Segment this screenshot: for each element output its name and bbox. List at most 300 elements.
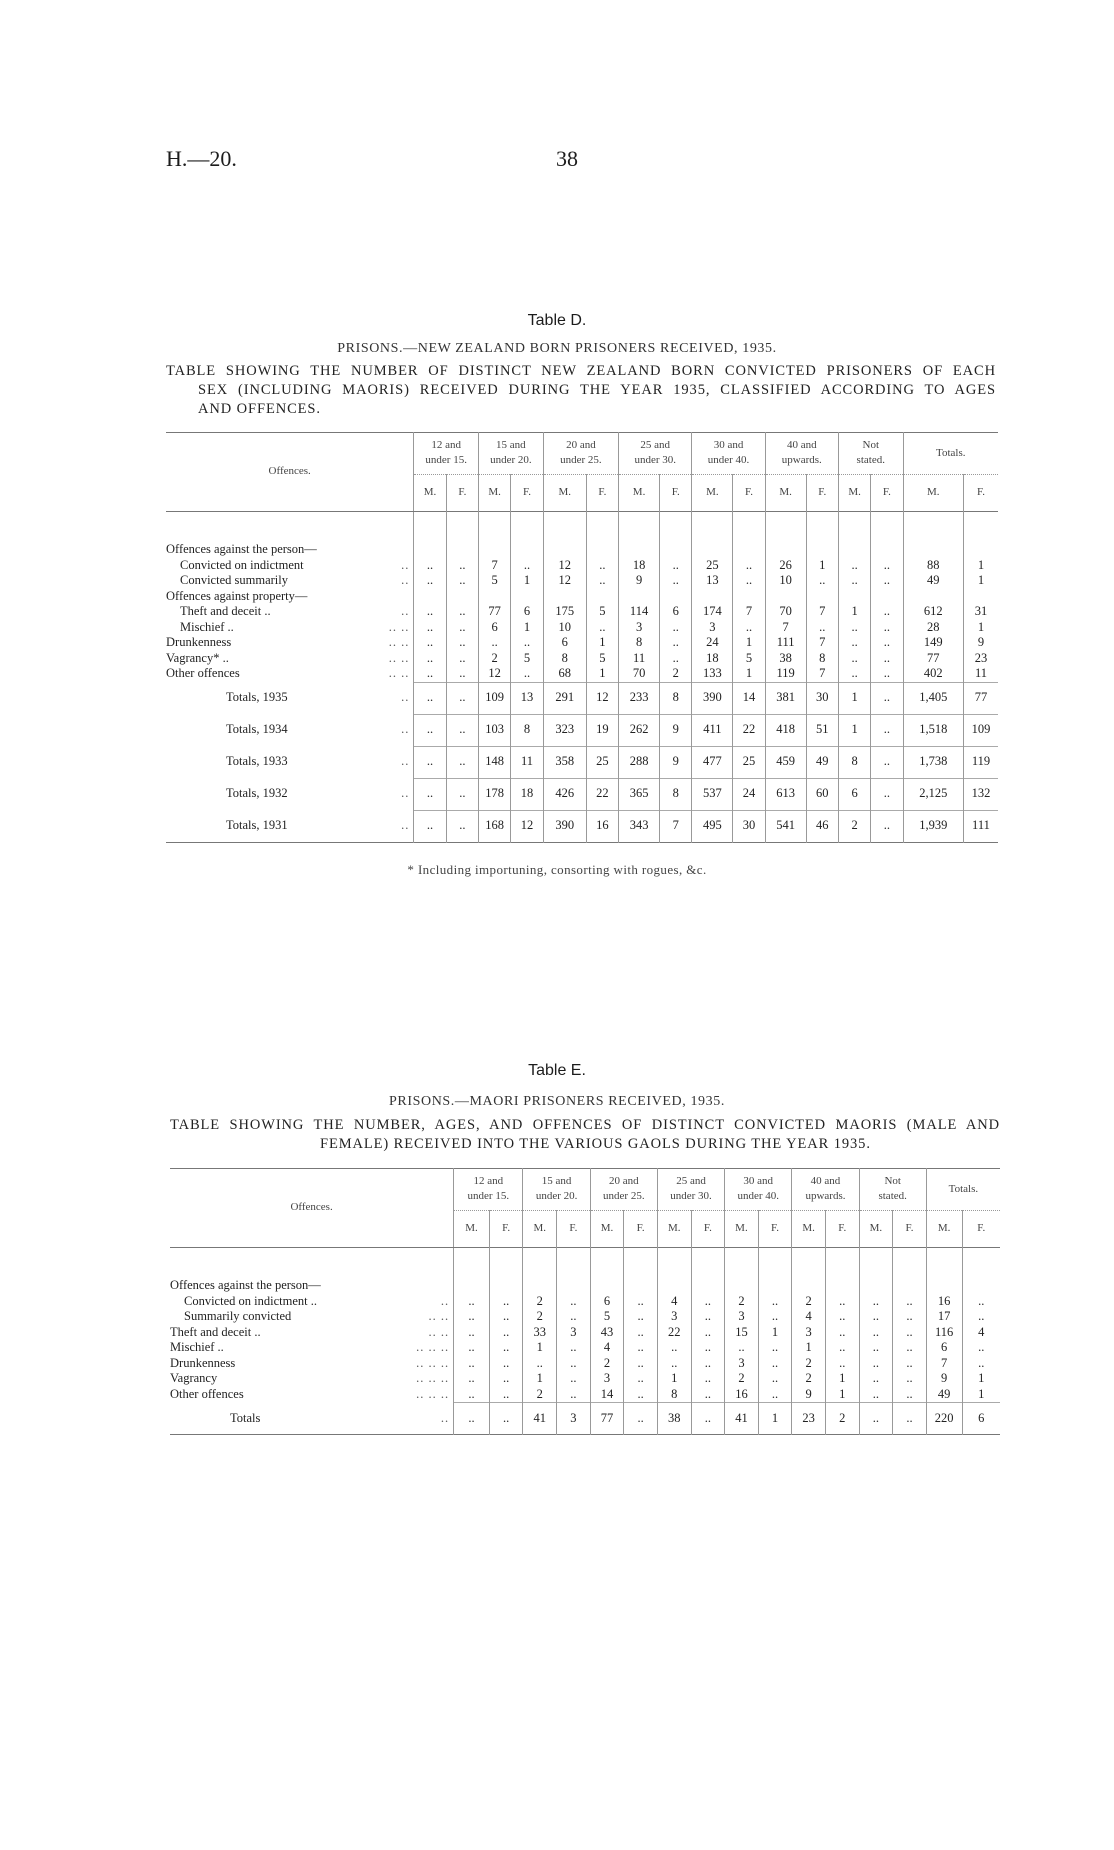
table-row — [170, 1309, 1000, 1325]
table-cell: 2 — [660, 666, 692, 682]
table-d-description — [166, 362, 996, 419]
table-cell: .. — [806, 620, 838, 636]
table-cell: 1 — [963, 573, 998, 589]
totals-cell: 8 — [660, 682, 692, 714]
totals-cell: 495 — [692, 810, 733, 842]
table-row — [170, 1278, 1000, 1294]
table-cell: .. — [624, 1309, 658, 1325]
totals-cell: 103 — [479, 714, 511, 746]
age-group-line-2: under 40. — [707, 454, 750, 467]
table-cell: 4 — [962, 1325, 1000, 1341]
table-e-description-line-2: FEMALE) RECEIVED INTO THE VARIOUS GAOLS DURING THE YEAR 1935. — [320, 1136, 871, 1152]
totals-cell: 9 — [660, 746, 692, 778]
table-cell — [446, 589, 478, 605]
table-cell: .. — [446, 635, 478, 651]
table-cell: .. — [414, 573, 446, 589]
totals-cell: 411 — [692, 714, 733, 746]
table-cell: 133 — [692, 666, 733, 682]
table-cell: .. — [893, 1325, 927, 1341]
row-label: Convicted on indictment .. — [184, 1293, 317, 1308]
table-cell: 68 — [543, 666, 586, 682]
table-cell: 6 — [660, 604, 692, 620]
table-cell: 28 — [903, 620, 963, 636]
totals-cell: 1 — [838, 714, 870, 746]
female-column-header: F. — [691, 1210, 725, 1247]
table-cell: .. — [758, 1309, 792, 1325]
age-group-header — [523, 1169, 590, 1211]
totals-cell: 25 — [586, 746, 618, 778]
age-group-header — [543, 433, 618, 475]
totals-cell: 418 — [765, 714, 806, 746]
table-row — [166, 635, 998, 651]
table-cell: .. — [489, 1294, 523, 1310]
row-label: Vagrancy* .. — [166, 650, 229, 665]
table-cell: .. — [446, 666, 478, 682]
totals-cell: 12 — [586, 682, 618, 714]
age-group-header — [725, 1169, 792, 1211]
table-cell: .. — [893, 1340, 927, 1356]
spacer-row — [170, 1248, 1000, 1279]
table-cell: .. — [446, 604, 478, 620]
table-cell — [657, 1278, 691, 1294]
table-d — [166, 432, 998, 845]
age-group-header — [859, 1169, 926, 1211]
table-cell: 10 — [765, 573, 806, 589]
age-group-line-2: stated. — [856, 454, 885, 467]
totals-cell: 390 — [692, 682, 733, 714]
table-cell: .. — [733, 558, 765, 574]
table-cell: 612 — [903, 604, 963, 620]
table-cell: 18 — [619, 558, 660, 574]
totals-cell: 220 — [926, 1403, 962, 1435]
male-column-header: M. — [903, 474, 963, 511]
table-cell: 175 — [543, 604, 586, 620]
table-cell: 3 — [692, 620, 733, 636]
age-group-line-2: under 15. — [425, 454, 467, 467]
table-row — [170, 1325, 1000, 1341]
age-group-line-2: under 25. — [560, 454, 602, 467]
totals-row — [166, 714, 998, 746]
table-row — [166, 542, 998, 558]
table-cell: 119 — [765, 666, 806, 682]
table-cell: .. — [414, 604, 446, 620]
table-cell: .. — [489, 1356, 523, 1372]
totals-cell: .. — [859, 1403, 893, 1435]
age-group-line-1: 15 and — [496, 438, 526, 451]
age-group-line-2: stated. — [878, 1190, 907, 1203]
document-code: H.—20. — [166, 146, 237, 171]
table-cell: .. — [838, 558, 870, 574]
row-leader-dots: .. .. — [388, 650, 410, 665]
table-cell: .. — [859, 1371, 893, 1387]
table-cell: 10 — [543, 620, 586, 636]
male-column-header: M. — [859, 1210, 893, 1247]
table-cell: 5 — [511, 651, 543, 667]
table-cell: .. — [691, 1356, 725, 1372]
age-group-line-1: 12 and — [431, 438, 461, 451]
table-cell: .. — [660, 635, 692, 651]
table-row — [166, 620, 998, 636]
age-group-header — [414, 433, 479, 475]
row-label: Theft and deceit .. — [170, 1324, 261, 1339]
male-column-header: M. — [765, 474, 806, 511]
table-cell: .. — [414, 620, 446, 636]
table-cell — [489, 1278, 523, 1294]
totals-cell: 8 — [511, 714, 543, 746]
table-e-grid — [170, 1168, 1000, 1437]
row-label: Theft and deceit .. — [180, 604, 271, 618]
table-cell: .. — [806, 573, 838, 589]
table-cell: 77 — [903, 651, 963, 667]
table-cell: .. — [691, 1387, 725, 1403]
table-cell — [691, 1278, 725, 1294]
row-label: Offences against the person— — [166, 542, 317, 556]
table-cell: 1 — [962, 1387, 1000, 1403]
table-cell: .. — [871, 573, 903, 589]
totals-cell: 6 — [962, 1403, 1000, 1435]
table-cell: .. — [825, 1325, 859, 1341]
table-cell: 18 — [692, 651, 733, 667]
age-group-header — [903, 433, 998, 475]
row-leader-dots: .. — [401, 604, 410, 618]
table-cell: .. — [586, 573, 618, 589]
table-row — [170, 1387, 1000, 1403]
table-row — [170, 1371, 1000, 1387]
table-cell: 16 — [725, 1387, 759, 1403]
row-leader-dots: .. .. — [388, 666, 410, 681]
table-cell: 7 — [806, 635, 838, 651]
age-group-line-2: under 15. — [467, 1190, 510, 1203]
table-cell: .. — [624, 1294, 658, 1310]
table-cell: 38 — [765, 651, 806, 667]
table-cell: .. — [414, 666, 446, 682]
totals-cell: 23 — [792, 1403, 826, 1435]
table-cell: 5 — [733, 651, 765, 667]
totals-cell: 1,738 — [903, 746, 963, 778]
totals-label: Totals — [230, 1410, 261, 1425]
table-e-subtitle: PRISONS.—MAORI PRISONERS RECEIVED, 1935. — [389, 1094, 725, 1109]
totals-cell: 25 — [733, 746, 765, 778]
age-group-header — [838, 433, 903, 475]
row-label: Convicted summarily — [180, 573, 288, 587]
table-cell: 31 — [963, 604, 998, 620]
table-cell: .. — [511, 558, 543, 574]
totals-cell: 12 — [511, 810, 543, 842]
table-cell — [660, 542, 692, 558]
table-cell: 24 — [692, 635, 733, 651]
table-cell — [479, 542, 511, 558]
female-column-header: F. — [624, 1210, 658, 1247]
table-cell: 6 — [590, 1294, 624, 1310]
totals-cell: 262 — [619, 714, 660, 746]
female-column-header: F. — [963, 474, 998, 511]
table-cell: 88 — [903, 558, 963, 574]
table-cell: .. — [758, 1294, 792, 1310]
table-cell: 26 — [765, 558, 806, 574]
table-cell: 3 — [725, 1309, 759, 1325]
table-cell: 77 — [479, 604, 511, 620]
age-group-line-1: Totals. — [936, 446, 966, 459]
table-d-grid — [166, 432, 998, 845]
table-cell: .. — [624, 1340, 658, 1356]
age-group-header — [657, 1169, 724, 1211]
table-cell: .. — [838, 666, 870, 682]
table-cell: 43 — [590, 1325, 624, 1341]
table-cell: .. — [691, 1340, 725, 1356]
totals-row — [166, 682, 998, 714]
table-cell — [733, 589, 765, 605]
table-cell: .. — [657, 1356, 691, 1372]
table-cell — [624, 1278, 658, 1294]
table-cell: .. — [586, 620, 618, 636]
age-group-line-1: 40 and — [810, 1174, 841, 1187]
table-cell: .. — [624, 1371, 658, 1387]
totals-cell: 2,125 — [903, 778, 963, 810]
totals-cell: 1,518 — [903, 714, 963, 746]
table-cell: .. — [660, 651, 692, 667]
totals-cell: 477 — [692, 746, 733, 778]
totals-cell: .. — [414, 746, 446, 778]
age-group-line-1: 40 and — [786, 438, 817, 451]
table-cell: 2 — [792, 1294, 826, 1310]
table-cell: .. — [557, 1371, 591, 1387]
table-cell: .. — [733, 620, 765, 636]
row-leader-dots: .. .. — [428, 1309, 450, 1323]
totals-cell: .. — [871, 682, 903, 714]
totals-cell: 14 — [733, 682, 765, 714]
table-cell: 1 — [963, 620, 998, 636]
table-d-label: Table D. — [527, 312, 587, 329]
table-cell: .. — [586, 558, 618, 574]
table-cell: .. — [454, 1340, 490, 1356]
table-cell: .. — [871, 620, 903, 636]
totals-cell: .. — [489, 1403, 523, 1435]
age-group-header — [479, 433, 544, 475]
table-cell: .. — [893, 1387, 927, 1403]
table-cell — [963, 589, 998, 605]
table-e-description-line-1: TABLE SHOWING THE NUMBER, AGES, AND OFFENCES OF DISTINCT CONVICTED MAORIS (MALE AND — [170, 1117, 1000, 1133]
table-cell: .. — [557, 1309, 591, 1325]
table-cell: 11 — [963, 666, 998, 682]
table-cell: .. — [859, 1294, 893, 1310]
female-column-header: F. — [511, 474, 543, 511]
totals-cell: 51 — [806, 714, 838, 746]
totals-cell: .. — [691, 1403, 725, 1435]
table-cell: 2 — [792, 1356, 826, 1372]
table-cell: 49 — [926, 1387, 962, 1403]
table-cell: .. — [624, 1325, 658, 1341]
table-cell: .. — [557, 1340, 591, 1356]
table-row — [170, 1356, 1000, 1372]
table-cell: .. — [523, 1356, 557, 1372]
male-column-header: M. — [590, 1210, 624, 1247]
row-leader-dots: .. — [401, 754, 410, 769]
table-cell — [454, 1278, 490, 1294]
table-cell — [590, 1278, 624, 1294]
row-leader-dots: .. — [401, 818, 410, 832]
totals-cell: 41 — [725, 1403, 759, 1435]
table-cell — [586, 589, 618, 605]
totals-cell: 24 — [733, 778, 765, 810]
table-cell: .. — [825, 1356, 859, 1372]
table-row — [166, 666, 998, 682]
totals-cell: 16 — [586, 810, 618, 842]
table-cell: 2 — [479, 651, 511, 667]
table-cell: 12 — [543, 573, 586, 589]
table-cell — [825, 1278, 859, 1294]
age-group-line-2: under 20. — [535, 1190, 578, 1203]
table-cell — [660, 589, 692, 605]
table-cell — [543, 542, 586, 558]
table-cell — [765, 589, 806, 605]
totals-cell: 19 — [586, 714, 618, 746]
table-cell: 2 — [590, 1356, 624, 1372]
totals-cell: 22 — [586, 778, 618, 810]
table-cell: 111 — [765, 635, 806, 651]
table-cell: .. — [859, 1309, 893, 1325]
totals-cell: 30 — [733, 810, 765, 842]
totals-cell: 41 — [523, 1403, 557, 1435]
table-cell: 8 — [543, 651, 586, 667]
female-column-header: F. — [806, 474, 838, 511]
table-cell: 16 — [926, 1294, 962, 1310]
totals-cell: 2 — [825, 1403, 859, 1435]
age-group-line-1: 20 and — [566, 438, 596, 451]
table-cell: 1 — [825, 1371, 859, 1387]
table-cell: .. — [446, 651, 478, 667]
row-leader-dots — [349, 589, 414, 605]
table-cell: .. — [893, 1294, 927, 1310]
table-cell — [871, 589, 903, 605]
table-cell: 6 — [926, 1340, 962, 1356]
male-column-header: M. — [725, 1210, 759, 1247]
age-group-line-2: under 25. — [603, 1190, 645, 1203]
table-cell: 11 — [619, 651, 660, 667]
age-group-line-2: under 30. — [634, 454, 676, 467]
table-cell — [692, 589, 733, 605]
totals-cell: 2 — [838, 810, 870, 842]
totals-cell: 459 — [765, 746, 806, 778]
table-cell — [838, 589, 870, 605]
row-leader-dots: .. .. .. — [416, 1386, 450, 1401]
table-cell: .. — [962, 1294, 1000, 1310]
totals-row — [166, 778, 998, 810]
totals-cell: .. — [414, 714, 446, 746]
row-leader-dots: .. — [440, 1410, 450, 1425]
totals-cell: 46 — [806, 810, 838, 842]
table-cell: .. — [624, 1387, 658, 1403]
age-group-line-1: 30 and — [743, 1174, 774, 1187]
table-cell — [903, 589, 963, 605]
table-cell: .. — [871, 558, 903, 574]
table-cell: 116 — [926, 1325, 962, 1341]
table-cell: .. — [838, 620, 870, 636]
female-column-header: F. — [446, 474, 478, 511]
age-group-line-1: 20 and — [608, 1174, 639, 1187]
table-cell: 1 — [523, 1340, 557, 1356]
table-cell: 6 — [479, 620, 511, 636]
row-label: Convicted on indictment — [180, 557, 304, 572]
table-cell: 9 — [619, 573, 660, 589]
totals-label: Totals, 1933 — [226, 754, 288, 769]
table-e-label: Table E. — [528, 1062, 586, 1079]
table-cell: .. — [962, 1356, 1000, 1372]
row-label: Mischief .. — [180, 619, 234, 634]
table-cell: .. — [758, 1387, 792, 1403]
table-cell: .. — [962, 1340, 1000, 1356]
table-cell: .. — [725, 1340, 759, 1356]
age-group-line-1: 25 and — [676, 1174, 706, 1187]
table-cell: 3 — [657, 1309, 691, 1325]
table-cell: 1 — [733, 635, 765, 651]
table-cell: .. — [660, 573, 692, 589]
male-column-header: M. — [479, 474, 511, 511]
table-cell: 2 — [523, 1387, 557, 1403]
female-column-header: F. — [962, 1210, 1000, 1247]
age-group-line-2: under 30. — [670, 1190, 712, 1203]
table-cell: 49 — [903, 573, 963, 589]
totals-cell: 613 — [765, 778, 806, 810]
table-cell: 4 — [657, 1294, 691, 1310]
table-cell: .. — [838, 635, 870, 651]
table-cell: .. — [660, 620, 692, 636]
female-column-header: F. — [758, 1210, 792, 1247]
table-cell: 2 — [792, 1371, 826, 1387]
table-cell: 3 — [590, 1371, 624, 1387]
row-leader-dots: .. — [401, 690, 410, 705]
table-cell: .. — [454, 1371, 490, 1387]
table-cell — [619, 542, 660, 558]
table-cell: 7 — [479, 558, 511, 574]
table-cell — [792, 1278, 826, 1294]
table-cell: .. — [454, 1309, 490, 1325]
table-cell: .. — [758, 1340, 792, 1356]
table-cell — [557, 1278, 591, 1294]
table-cell — [733, 542, 765, 558]
table-cell: .. — [859, 1356, 893, 1372]
table-cell: 3 — [725, 1356, 759, 1372]
table-cell — [758, 1278, 792, 1294]
female-column-header: F. — [825, 1210, 859, 1247]
table-cell: .. — [691, 1309, 725, 1325]
totals-label: Totals, 1931 — [226, 818, 288, 832]
totals-cell: 291 — [543, 682, 586, 714]
table-row — [166, 573, 998, 589]
totals-cell: .. — [871, 714, 903, 746]
table-e — [170, 1168, 1000, 1437]
table-cell — [543, 589, 586, 605]
totals-cell: 426 — [543, 778, 586, 810]
table-cell: .. — [414, 651, 446, 667]
offences-header: Offences. — [170, 1169, 454, 1248]
row-leader-dots: .. — [401, 557, 410, 572]
totals-cell: 11 — [511, 746, 543, 778]
table-cell: .. — [871, 651, 903, 667]
table-cell: 5 — [586, 651, 618, 667]
age-group-header — [926, 1169, 1000, 1211]
table-d-description-line-2: SEX (INCLUDING MAORIS) RECEIVED DURING THE YEAR 1935, CLASSIFIED ACCORDING TO AGES — [198, 382, 996, 398]
totals-cell: .. — [871, 810, 903, 842]
row-label: Mischief .. — [170, 1340, 224, 1354]
table-cell: 2 — [523, 1294, 557, 1310]
totals-cell: .. — [454, 1403, 490, 1435]
table-cell — [511, 589, 543, 605]
table-d-footnote: * Including importuning, consorting with rogues, &c. — [407, 862, 707, 877]
totals-cell: 1 — [758, 1403, 792, 1435]
table-cell: .. — [691, 1294, 725, 1310]
table-cell: 7 — [926, 1356, 962, 1372]
row-leader-dots: .. — [440, 1293, 450, 1308]
